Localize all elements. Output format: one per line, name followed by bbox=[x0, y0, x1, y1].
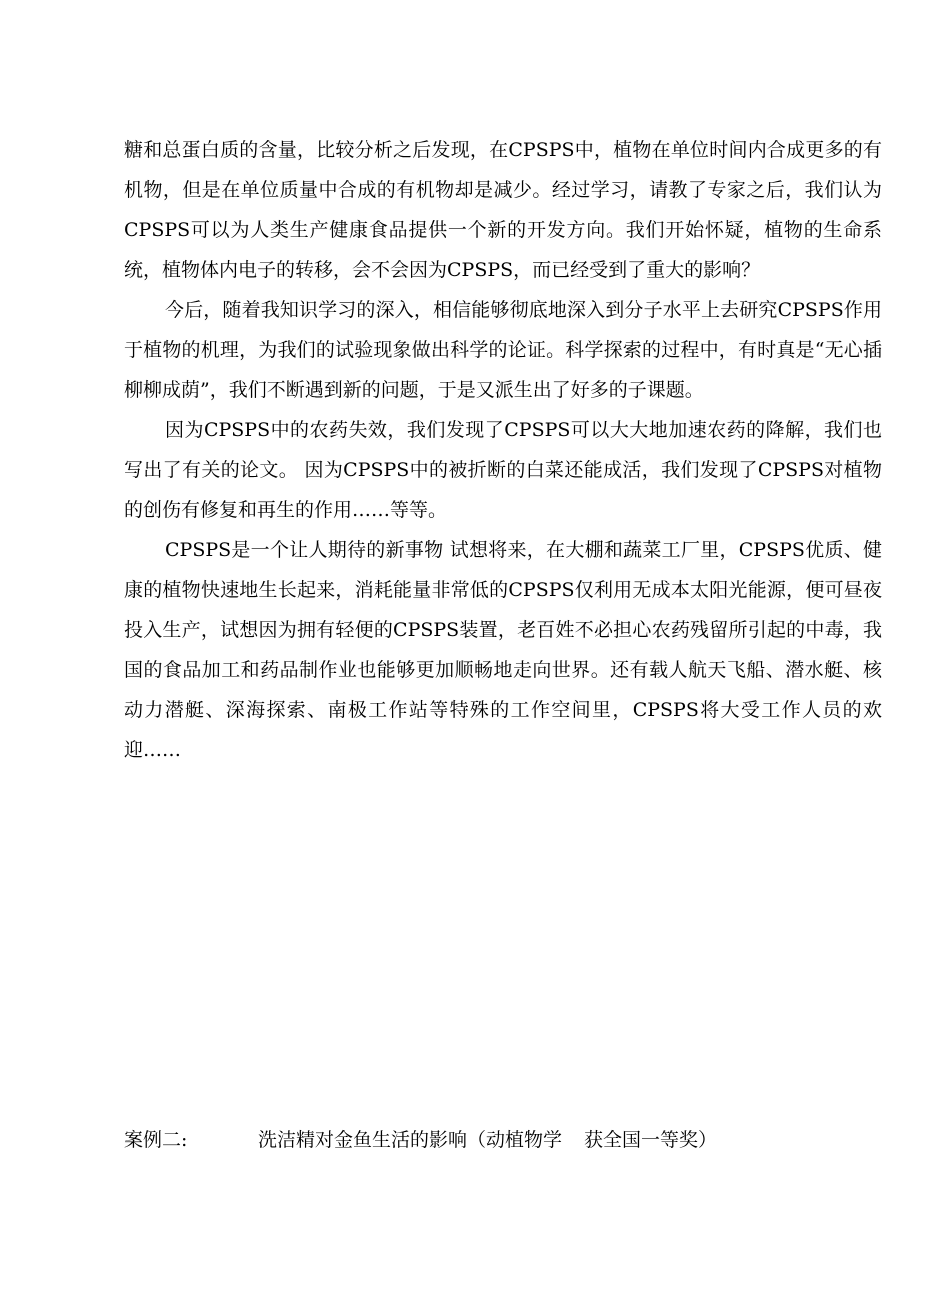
paragraph-continued: 糖和总蛋白质的含量，比较分析之后发现，在CPSPS中，植物在单位时间内合成更多的有机物，但是在单位质量中合成的有机物却是减少。经过学习，请教了专家之后，我们认为CPSPS可以为人类生产健康食品提供一个新的开发方向。我们开始怀疑，植物的生命系统，植物体内电子的转移，会不会因为CPSPS，而已经受到了重大的影响？ bbox=[124, 139, 882, 281]
paragraph-cpsps-outlook: CPSPS是一个让人期待的新事物 试想将来，在大棚和蔬菜工厂里，CPSPS优质、健康的植物快速地生长起来，消耗能量非常低的CPSPS仅利用无成本太阳光能源，便可昼夜投入生产，试想因为拥有轻便的CPSPS装置，老百姓不必担心农药残留所引起的中毒，我国的食品加工和药品制作业也能够更加顺畅地走向世界。还有载人航天飞船、潜水艇、核动力潜艇、深海探索、南极工作站等特殊的工作空间里，CPSPS将大受工作人员的欢迎…… bbox=[124, 539, 882, 761]
document-body bbox=[124, 130, 882, 770]
paragraph-pesticide-discovery: 因为CPSPS中的农药失效，我们发现了CPSPS可以大大地加速农药的降解，我们也写出了有关的论文。 因为CPSPS中的被折断的白菜还能成活，我们发现了CPSPS对植物的创伤有修复和再生的作用……等等。 bbox=[124, 419, 882, 521]
case-heading bbox=[124, 1120, 884, 1160]
case-label: 案例二: bbox=[124, 1129, 188, 1151]
case-title: 洗洁精对金鱼生活的影响（动植物学 bbox=[258, 1129, 563, 1151]
case-award: 获全国一等奖） bbox=[584, 1129, 718, 1151]
paragraph-future-research: 今后，随着我知识学习的深入，相信能够彻底地深入到分子水平上去研究CPSPS作用于植物的机理，为我们的试验现象做出科学的论证。科学探索的过程中，有时真是“无心插柳柳成荫”，我们不断遇到新的问题，于是又派生出了好多的子课题。 bbox=[124, 299, 882, 401]
